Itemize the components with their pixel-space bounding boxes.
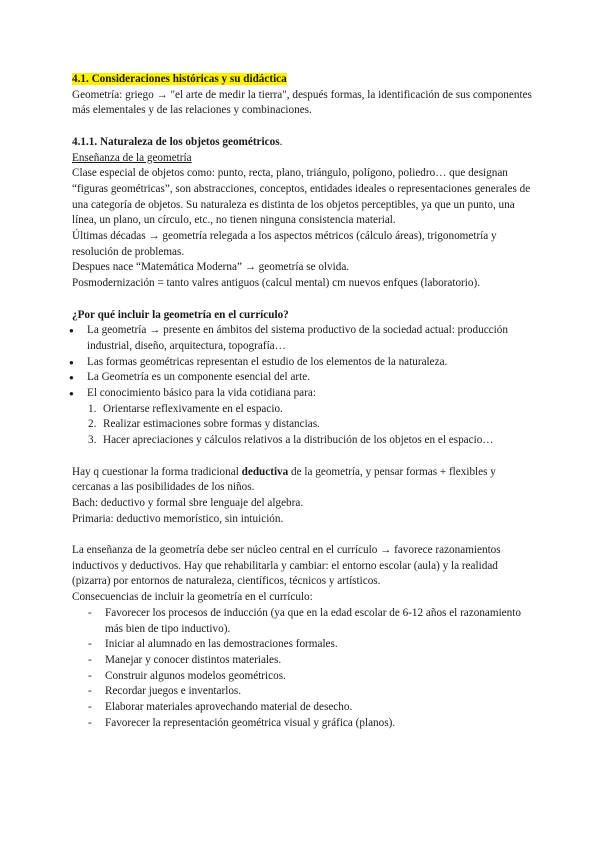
- deductiva-before: Hay q cuestionar la forma tradicional: [72, 465, 242, 478]
- subsection-title-period: .: [279, 135, 283, 148]
- deductiva-after: de la geometría, y pensar formas + flexibles y cercanas a las posibilidades de los niños.: [72, 465, 496, 494]
- item-number: 2.: [88, 418, 97, 431]
- nucleo-paragraph: La enseñanza de la geometría debe ser núcleo central en el currículo → favorece razonamientos inductivos y deductivos. Hay que rehabilitarla y cambiar: el entorno escolar (aula) y la realidad (pizarra) por entornos de naturaleza, científicos, técnicos y artísticos.: [72, 544, 501, 588]
- list-item: - Favorecer los procesos de inducción (ya que en la edad escolar de 6-12 años el razonamiento más bien de tipo inductivo).: [88, 606, 532, 637]
- why-bullet-list: [72, 323, 532, 402]
- consecuencias-list: [72, 606, 532, 732]
- list-item: - Construir algunos modelos geométricos.: [88, 669, 532, 685]
- why-numbered-list: [72, 402, 532, 449]
- posmodernizacion-paragraph: Posmodernización = tanto valres antiguos (calcul mental) cm nuevos enfques (laboratorio).: [72, 277, 480, 290]
- section-title: [72, 72, 532, 88]
- subsection-title: [72, 135, 532, 151]
- list-item: ● La geometría → presente en ámbitos del sistema productivo de la sociedad actual: producción industrial, diseño, arquitectura, topografía…: [72, 323, 532, 354]
- list-item: - Manejar y conocer distintos materiales.: [88, 653, 532, 669]
- subsection-title-text: 4.1.1. Naturaleza de los objetos geométricos: [72, 135, 280, 148]
- section-title-highlight: 4.1. Consideraciones históricas y su didáctica: [72, 73, 287, 85]
- list-item: ● La Geometría es un componente esencial del arte.: [72, 370, 532, 386]
- item-text: Realizar estimaciones sobre formas y distancias.: [103, 418, 320, 431]
- numbered-item: [88, 402, 532, 418]
- item-number: 1.: [88, 402, 97, 415]
- ensenanza-heading: Enseñanza de la geometría: [72, 151, 192, 164]
- list-item: ● Las formas geométricas representan el estudio de los elementos de la naturaleza.: [72, 355, 532, 371]
- list-item: - Iniciar al alumnado en las demostraciones formales.: [88, 637, 532, 653]
- list-item: - Elaborar materiales aprovechando material de desecho.: [88, 700, 532, 716]
- why-title: ¿Por qué incluir la geometría en el currículo?: [72, 308, 289, 321]
- item-number: 3.: [88, 434, 97, 447]
- item-text: Orientarse reflexivamente en el espacio.: [103, 402, 283, 415]
- consecuencias-title: Consecuencias de incluir la geometría en el currículo:: [72, 591, 313, 604]
- primaria-paragraph: Primaria: deductivo memorístico, sin intuición.: [72, 512, 284, 525]
- deductiva-paragraph: [72, 465, 532, 496]
- page-content: [72, 72, 532, 731]
- numbered-item: [88, 433, 532, 449]
- numbered-item: [88, 417, 532, 433]
- list-item: ● El conocimiento básico para la vida cotidiana para:: [72, 386, 532, 402]
- intro-paragraph: Geometría: griego → "el arte de medir la tierra", después formas, la identificación de sus componentes más elementales y de las relaciones y combinaciones.: [72, 88, 532, 117]
- list-item: - Recordar juegos e inventarlos.: [88, 684, 532, 700]
- despues-paragraph: Despues nace “Matemática Moderna” → geometría se olvida.: [72, 261, 350, 274]
- ultimas-decadas-paragraph: Últimas décadas → geometría relegada a los aspectos métricos (cálculo áreas), trigonometría y resolución de problemas.: [72, 230, 497, 258]
- item-text: Hacer apreciaciones y cálculos relativos a la distribución de los objetos en el espacio…: [103, 434, 494, 447]
- ensenanza-paragraph: Clase especial de objetos como: punto, recta, plano, triángulo, polígono, poliedro… que designan “figuras geométricas”, son abstracciones, conceptos, entidades ideales o representaciones generales de una categoría de objetos. Su naturaleza es distinta de los objetos perceptibles, ya que un punto, una línea, un plano, un círculo, etc., no tienen ninguna consistencia material.: [72, 167, 531, 227]
- bach-paragraph: Bach: deductivo y formal sbre lenguaje del algebra.: [72, 496, 304, 509]
- deductiva-bold: deductiva: [241, 465, 289, 478]
- list-item: - Favorecer la representación geométrica visual y gráfica (planos).: [88, 716, 532, 732]
